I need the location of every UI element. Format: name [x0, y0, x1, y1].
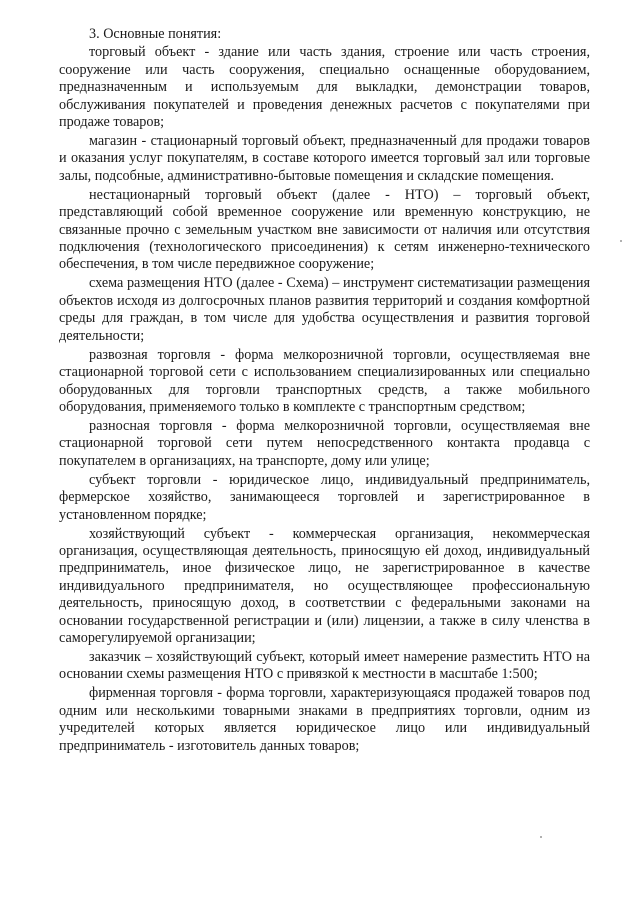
definition-paragraph: фирменная торговля - форма торговли, характеризующаяся продажей товаров под одним или несколькими товарными знаками в предприятиях торговли, одним из учредителей которых является юридическое лицо или индивидуальный предприниматель - изготовитель данных товаров; [59, 685, 590, 754]
definition-paragraph: торговый объект - здание или часть здания, строение или часть строения, сооружение или часть сооружения, специально оснащенные оборудованием, предназначенным и используемым для выкладки, демонстрации товаров, обслуживания покупателей и проведения денежных расчетов с покупателями при продаже товаров; [59, 44, 590, 131]
definition-paragraph: разносная торговля - форма мелкорозничной торговли, осуществляемая вне стационарной торговой сети путем непосредственного контакта продавца с покупателем в организациях, на транспорте, дому или улице; [59, 417, 590, 469]
definition-paragraph: нестационарный торговый объект (далее - НТО) – торговый объект, представляющий собой временное сооружение или временную конструкцию, не связанные прочно с земельным участком вне зависимости от наличия или отсутствия подключения (технологического присоединения) к сетям инженерно-технического обеспечения, в том числе передвижное сооружение; [59, 186, 590, 273]
definition-paragraph: заказчик – хозяйствующий субъект, который имеет намерение разместить НТО на основании схемы размещения НТО с привязкой к местности в масштабе 1:500; [59, 648, 590, 683]
scan-speck [620, 240, 622, 242]
definition-paragraph: развозная торговля - форма мелкорозничной торговли, осуществляемая вне стационарной торговой сети с использованием специализированных или специально оборудованных для торговли транспортных средств, а также мобильного оборудования, применяемого только в комплекте с транспортным средством; [59, 346, 590, 415]
definition-paragraph: магазин - стационарный торговый объект, предназначенный для продажи товаров и оказания услуг покупателям, в составе которого имеется торговый зал или торговые залы, подсобные, административно-бытовые помещения и складские помещения. [59, 133, 590, 184]
definition-paragraph: хозяйствующий субъект - коммерческая организация, некоммерческая организация, осуществляющая деятельность, приносящую ей доход, индивидуальный предприниматель, иное физическое лицо, не зарегистрированное в качестве индивидуального предпринимателя, но осуществляющее профессиональную деятельность, приносящую доход, в соответствии с федеральными законами на основании государственной регистрации и (или) лицензии, а также в силу членства в саморегулируемой организации; [59, 525, 590, 646]
definitions-list [59, 44, 590, 755]
definition-paragraph: субъект торговли - юридическое лицо, индивидуальный предприниматель, фермерское хозяйство, занимающееся торговлей и зарегистрированное в установленном порядке; [59, 471, 590, 523]
scan-speck [540, 836, 542, 838]
definition-paragraph: схема размещения НТО (далее - Схема) – инструмент систематизации размещения объектов исходя из долгосрочных планов развития территорий и создания комфортной среды для граждан, в том числе для удобства осуществления и развития торговой деятельности; [59, 275, 590, 344]
section-heading: 3. Основные понятия: [89, 26, 222, 42]
